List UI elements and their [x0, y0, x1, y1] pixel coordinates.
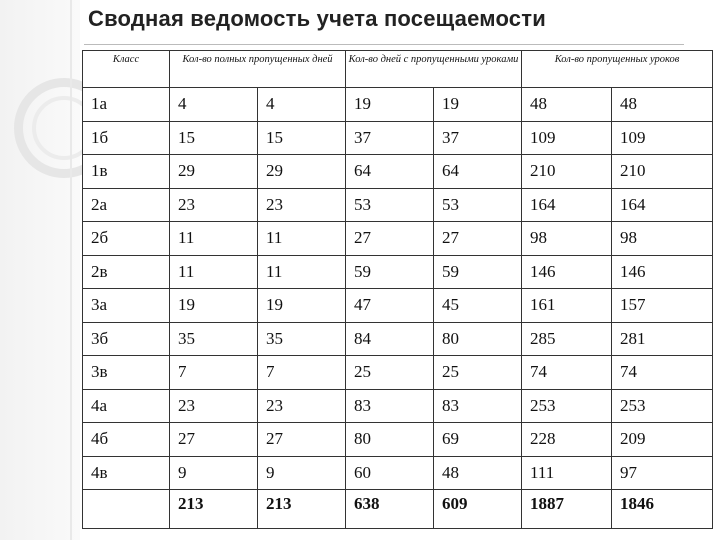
class-cell: 3а	[83, 289, 170, 323]
value-cell: 97	[612, 456, 713, 490]
value-cell: 83	[346, 389, 434, 423]
value-cell: 64	[434, 155, 522, 189]
header-class: Класс	[83, 51, 170, 88]
class-cell: 2а	[83, 188, 170, 222]
table-row	[83, 121, 713, 155]
value-cell: 48	[434, 456, 522, 490]
totals-cell: 1846	[612, 490, 713, 529]
value-cell: 157	[612, 289, 713, 323]
value-cell: 210	[522, 155, 612, 189]
value-cell: 19	[346, 88, 434, 122]
class-cell: 4б	[83, 423, 170, 457]
header-full-days: Кол-во полных пропущенных дней	[170, 51, 346, 88]
table-row	[83, 188, 713, 222]
table-row	[83, 289, 713, 323]
value-cell: 111	[522, 456, 612, 490]
value-cell: 53	[434, 188, 522, 222]
value-cell: 37	[346, 121, 434, 155]
value-cell: 164	[522, 188, 612, 222]
class-cell: 2б	[83, 222, 170, 256]
table-row	[83, 423, 713, 457]
value-cell: 253	[522, 389, 612, 423]
class-cell: 4в	[83, 456, 170, 490]
value-cell: 48	[522, 88, 612, 122]
value-cell: 80	[434, 322, 522, 356]
value-cell: 146	[612, 255, 713, 289]
value-cell: 253	[612, 389, 713, 423]
value-cell: 60	[346, 456, 434, 490]
totals-row	[83, 490, 713, 529]
header-days-with-missed: Кол-во дней с пропущенными уроками	[346, 51, 522, 88]
attendance-table	[82, 50, 713, 529]
value-cell: 29	[170, 155, 258, 189]
value-cell: 7	[170, 356, 258, 390]
value-cell: 109	[522, 121, 612, 155]
value-cell: 80	[346, 423, 434, 457]
value-cell: 7	[258, 356, 346, 390]
value-cell: 19	[434, 88, 522, 122]
value-cell: 53	[346, 188, 434, 222]
value-cell: 11	[258, 222, 346, 256]
value-cell: 37	[434, 121, 522, 155]
totals-cell: 1887	[522, 490, 612, 529]
value-cell: 11	[170, 255, 258, 289]
value-cell: 29	[258, 155, 346, 189]
value-cell: 23	[258, 389, 346, 423]
value-cell: 45	[434, 289, 522, 323]
value-cell: 64	[346, 155, 434, 189]
table-row	[83, 389, 713, 423]
table-row	[83, 155, 713, 189]
value-cell: 161	[522, 289, 612, 323]
value-cell: 210	[612, 155, 713, 189]
value-cell: 25	[346, 356, 434, 390]
value-cell: 209	[612, 423, 713, 457]
totals-cell	[83, 490, 170, 529]
value-cell: 23	[258, 188, 346, 222]
table-row	[83, 456, 713, 490]
value-cell: 27	[258, 423, 346, 457]
class-cell: 3в	[83, 356, 170, 390]
totals-cell: 609	[434, 490, 522, 529]
header-missed-lessons: Кол-во пропущенных уроков	[522, 51, 713, 88]
class-cell: 3б	[83, 322, 170, 356]
value-cell: 47	[346, 289, 434, 323]
value-cell: 11	[170, 222, 258, 256]
class-cell: 1а	[83, 88, 170, 122]
value-cell: 27	[346, 222, 434, 256]
value-cell: 4	[258, 88, 346, 122]
title-divider	[84, 44, 684, 45]
decorative-vertical-line	[70, 0, 72, 540]
value-cell: 35	[258, 322, 346, 356]
table-row	[83, 356, 713, 390]
table-row	[83, 222, 713, 256]
value-cell: 15	[258, 121, 346, 155]
value-cell: 281	[612, 322, 713, 356]
class-cell: 4а	[83, 389, 170, 423]
class-cell: 1б	[83, 121, 170, 155]
value-cell: 27	[170, 423, 258, 457]
value-cell: 23	[170, 389, 258, 423]
value-cell: 74	[522, 356, 612, 390]
value-cell: 15	[170, 121, 258, 155]
table-row	[83, 322, 713, 356]
value-cell: 146	[522, 255, 612, 289]
totals-cell: 638	[346, 490, 434, 529]
page-title: Сводная ведомость учета посещаемости	[88, 6, 546, 31]
value-cell: 228	[522, 423, 612, 457]
value-cell: 19	[170, 289, 258, 323]
value-cell: 11	[258, 255, 346, 289]
class-cell: 2в	[83, 255, 170, 289]
value-cell: 74	[612, 356, 713, 390]
class-cell: 1в	[83, 155, 170, 189]
value-cell: 98	[522, 222, 612, 256]
totals-cell: 213	[170, 490, 258, 529]
value-cell: 59	[434, 255, 522, 289]
value-cell: 285	[522, 322, 612, 356]
value-cell: 48	[612, 88, 713, 122]
value-cell: 98	[612, 222, 713, 256]
value-cell: 35	[170, 322, 258, 356]
value-cell: 164	[612, 188, 713, 222]
value-cell: 69	[434, 423, 522, 457]
value-cell: 9	[170, 456, 258, 490]
value-cell: 27	[434, 222, 522, 256]
table-row	[83, 255, 713, 289]
value-cell: 109	[612, 121, 713, 155]
totals-cell: 213	[258, 490, 346, 529]
value-cell: 25	[434, 356, 522, 390]
table-row	[83, 88, 713, 122]
value-cell: 9	[258, 456, 346, 490]
value-cell: 84	[346, 322, 434, 356]
value-cell: 19	[258, 289, 346, 323]
value-cell: 23	[170, 188, 258, 222]
value-cell: 59	[346, 255, 434, 289]
value-cell: 4	[170, 88, 258, 122]
table-header-row	[83, 51, 713, 88]
value-cell: 83	[434, 389, 522, 423]
